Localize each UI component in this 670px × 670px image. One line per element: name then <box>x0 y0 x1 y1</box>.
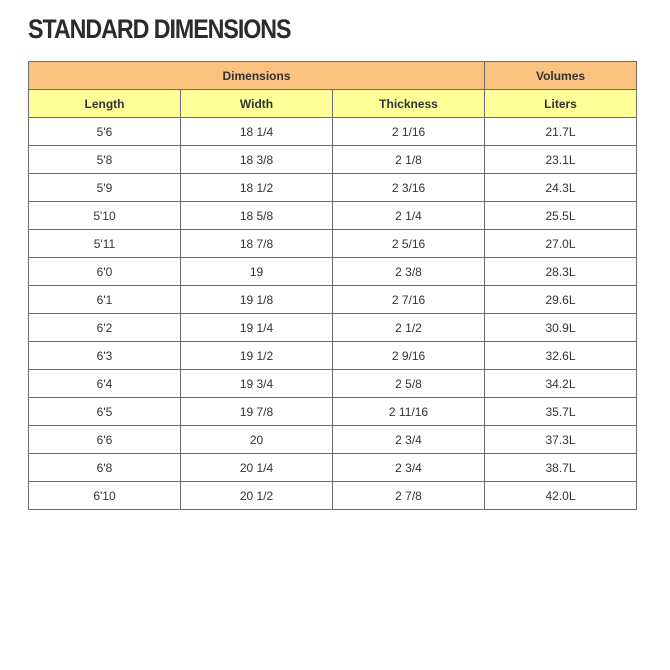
cell-width: 19 <box>181 258 333 286</box>
cell-length: 6'2 <box>29 314 181 342</box>
cell-length: 5'9 <box>29 174 181 202</box>
table-row <box>29 146 637 174</box>
cell-width: 19 7/8 <box>181 398 333 426</box>
table-row <box>29 370 637 398</box>
cell-length: 6'0 <box>29 258 181 286</box>
table-row <box>29 118 637 146</box>
cell-liters: 42.0L <box>485 482 637 510</box>
cell-width: 18 5/8 <box>181 202 333 230</box>
cell-thickness: 2 9/16 <box>333 342 485 370</box>
cell-thickness: 2 5/8 <box>333 370 485 398</box>
cell-thickness: 2 3/4 <box>333 454 485 482</box>
cell-length: 6'3 <box>29 342 181 370</box>
cell-thickness: 2 5/16 <box>333 230 485 258</box>
cell-length: 5'10 <box>29 202 181 230</box>
group-header-dimensions: Dimensions <box>29 62 485 90</box>
cell-liters: 29.6L <box>485 286 637 314</box>
cell-thickness: 2 3/4 <box>333 426 485 454</box>
page-title: STANDARD DIMENSIONS <box>28 14 291 44</box>
column-header-liters: Liters <box>485 90 637 118</box>
cell-width: 18 3/8 <box>181 146 333 174</box>
table-row <box>29 342 637 370</box>
column-header-length: Length <box>29 90 181 118</box>
column-header-row <box>29 90 637 118</box>
cell-width: 19 3/4 <box>181 370 333 398</box>
cell-width: 18 1/4 <box>181 118 333 146</box>
cell-liters: 32.6L <box>485 342 637 370</box>
cell-width: 19 1/2 <box>181 342 333 370</box>
cell-liters: 37.3L <box>485 426 637 454</box>
column-header-thickness: Thickness <box>333 90 485 118</box>
cell-thickness: 2 11/16 <box>333 398 485 426</box>
table-body <box>29 118 637 510</box>
cell-thickness: 2 1/8 <box>333 146 485 174</box>
table-row <box>29 174 637 202</box>
cell-liters: 27.0L <box>485 230 637 258</box>
cell-thickness: 2 3/8 <box>333 258 485 286</box>
cell-length: 5'8 <box>29 146 181 174</box>
cell-thickness: 2 1/16 <box>333 118 485 146</box>
cell-width: 18 7/8 <box>181 230 333 258</box>
cell-thickness: 2 7/8 <box>333 482 485 510</box>
cell-liters: 35.7L <box>485 398 637 426</box>
table-row <box>29 426 637 454</box>
column-header-width: Width <box>181 90 333 118</box>
cell-liters: 34.2L <box>485 370 637 398</box>
table-row <box>29 230 637 258</box>
cell-length: 6'4 <box>29 370 181 398</box>
cell-length: 6'10 <box>29 482 181 510</box>
cell-length: 5'6 <box>29 118 181 146</box>
cell-liters: 23.1L <box>485 146 637 174</box>
cell-length: 6'5 <box>29 398 181 426</box>
cell-length: 5'11 <box>29 230 181 258</box>
table-row <box>29 482 637 510</box>
group-header-row <box>29 62 637 90</box>
cell-liters: 24.3L <box>485 174 637 202</box>
cell-liters: 25.5L <box>485 202 637 230</box>
table-row <box>29 314 637 342</box>
cell-length: 6'6 <box>29 426 181 454</box>
cell-width: 20 1/4 <box>181 454 333 482</box>
group-header-volumes: Volumes <box>485 62 637 90</box>
cell-width: 18 1/2 <box>181 174 333 202</box>
dimensions-table <box>28 61 637 510</box>
table-row <box>29 258 637 286</box>
cell-liters: 38.7L <box>485 454 637 482</box>
cell-thickness: 2 1/2 <box>333 314 485 342</box>
table-row <box>29 454 637 482</box>
cell-length: 6'8 <box>29 454 181 482</box>
table-row <box>29 398 637 426</box>
table-row <box>29 202 637 230</box>
cell-thickness: 2 1/4 <box>333 202 485 230</box>
cell-width: 20 1/2 <box>181 482 333 510</box>
cell-length: 6'1 <box>29 286 181 314</box>
cell-thickness: 2 7/16 <box>333 286 485 314</box>
cell-width: 20 <box>181 426 333 454</box>
cell-width: 19 1/4 <box>181 314 333 342</box>
cell-liters: 28.3L <box>485 258 637 286</box>
cell-liters: 30.9L <box>485 314 637 342</box>
table-row <box>29 286 637 314</box>
cell-liters: 21.7L <box>485 118 637 146</box>
cell-thickness: 2 3/16 <box>333 174 485 202</box>
cell-width: 19 1/8 <box>181 286 333 314</box>
